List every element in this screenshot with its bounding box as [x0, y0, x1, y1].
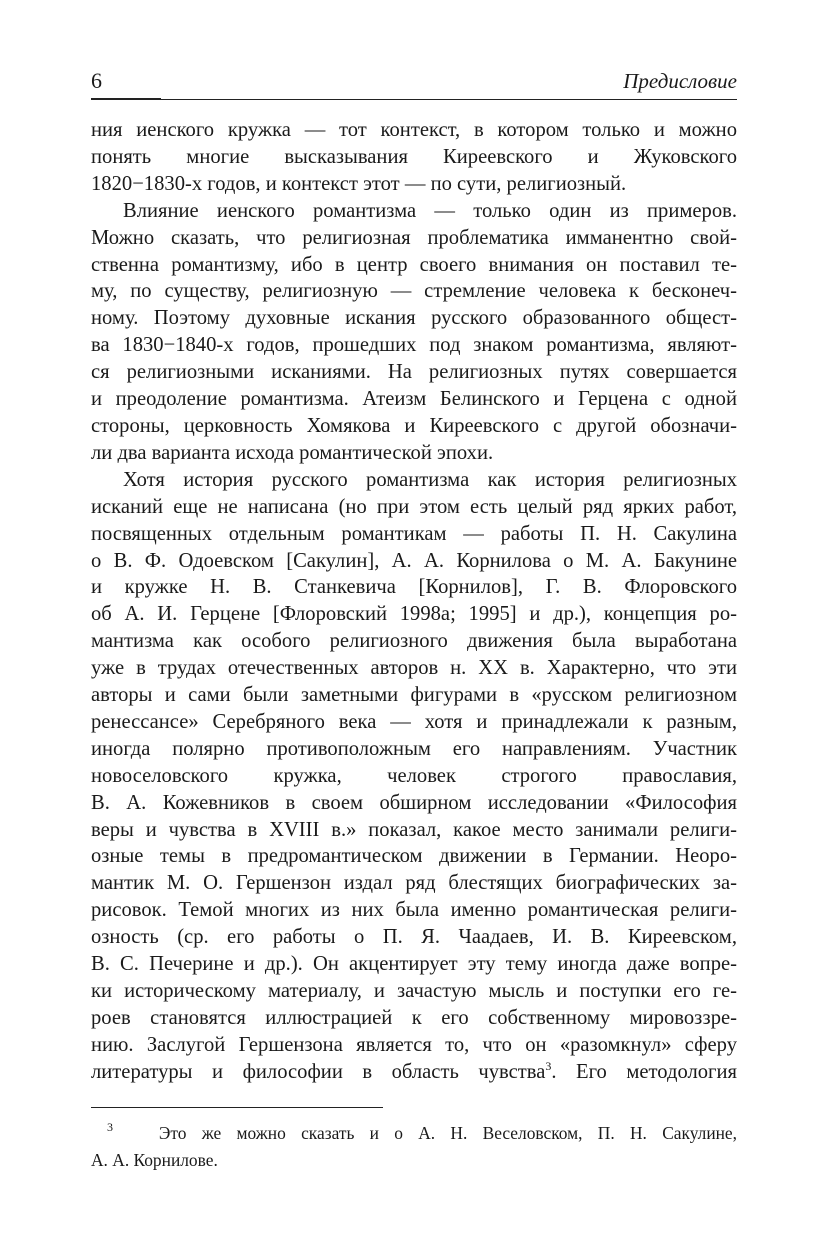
text-line: ся религиозными исканиями. На религиозных путях совершается — [91, 361, 737, 384]
text-line: стороны, церковность Хомякова и Киреевского с другой обозначи- — [91, 414, 737, 437]
text-line: и преодоление романтизма. Атеизм Белинского и Герцена с одной — [91, 388, 737, 411]
footnote — [91, 1120, 737, 1174]
text-line: В. С. Печерине и др.). Он акцентирует эту тему иногда даже вопре- — [91, 953, 737, 976]
header-rule — [91, 99, 737, 100]
running-title: Предисловие — [623, 69, 737, 93]
text-line: ному. Поэтому духовные искания русского образованного общест- — [91, 307, 737, 330]
text-line-last — [91, 1059, 737, 1086]
paragraph-2 — [91, 198, 737, 467]
text-line: ренессансе» Серебряного века — хотя и принадлежали к разным, — [91, 710, 737, 733]
text-line: авторы и сами были заметными фигурами в «русском религиозном — [91, 684, 737, 707]
text-line: ва 1830−1840-х годов, прошедших под знаком романтизма, являют- — [91, 334, 737, 357]
footnote-reference[interactable]: 3 — [545, 1058, 552, 1073]
text-line: В. А. Кожевников в своем обширном исследовании «Философия — [91, 791, 737, 814]
text-line: ли два варианта исхода романтической эпохи. — [91, 441, 494, 464]
text-line: озные темы в предромантическом движении в Германии. Неоро- — [91, 845, 737, 868]
footnote-line — [91, 1120, 737, 1147]
page-number: 6 — [91, 68, 102, 93]
body-text — [91, 117, 737, 1086]
text-segment: . Его методология — [551, 1060, 737, 1083]
text-line: иногда полярно противоположным его направлениям. Участник — [91, 737, 737, 760]
paragraph-3 — [91, 467, 737, 1086]
text-line: мантик М. О. Гершензон издал ряд блестящих биографических за- — [91, 872, 737, 895]
text-line: роев становятся иллюстрацией к его собственному мировоззре- — [91, 1006, 737, 1029]
text-line: рисовок. Темой многих из них была именно романтическая религи- — [91, 899, 737, 922]
text-line: му, по существу, религиозную — стремление человека к бесконеч- — [91, 280, 737, 303]
text-line: Влияние иенского романтизма — только один из примеров. — [123, 199, 737, 222]
text-line: ния иенского кружка — тот контекст, в котором только и можно — [91, 119, 737, 141]
text-line: веры и чувства в XVIII в.» показал, какое место занимали религи- — [91, 818, 737, 841]
footnote-marker: 3 — [107, 1120, 113, 1134]
text-line: и кружке Н. В. Станкевича [Корнилов], Г. В. Флоровского — [91, 576, 737, 599]
footnote-line: А. А. Корнилове. — [91, 1150, 218, 1170]
text-segment: литературы и философии в область чувства — [91, 1060, 546, 1083]
text-line: уже в трудах отечественных авторов н. XX в. Характерно, что эти — [91, 657, 737, 680]
text-line: Хотя история русского романтизма как история религиозных — [123, 468, 737, 491]
text-line: посвященных отдельным романтикам — работы П. Н. Сакулина — [91, 522, 737, 545]
text-line: исканий еще не написана (но при этом есть целый ряд ярких работ, — [91, 495, 737, 518]
text-line: мантизма как особого религиозного движения была выработана — [91, 630, 737, 653]
text-line: понять многие высказывания Киреевского и Жуковского — [91, 145, 737, 168]
text-line: 1820−1830-х годов, и контекст этот — по сути, религиозный. — [91, 172, 627, 195]
text-line: озность (ср. его работы о П. Я. Чаадаев, И. В. Киреевском, — [91, 926, 737, 949]
footnote-rule — [91, 1107, 383, 1108]
text-line: Можно сказать, что религиозная проблематика имманентно свой- — [91, 226, 737, 249]
text-line: нию. Заслугой Гершензона является то, что он «разомкнул» сферу — [91, 1033, 737, 1056]
text-line: новоселовского кружка, человек строгого православия, — [91, 764, 737, 787]
text-line: о В. Ф. Одоевском [Сакулин], А. А. Корнилова о М. А. Бакунине — [91, 549, 737, 572]
text-line: ственна романтизму, ибо в центр своего внимания он поставил те- — [91, 253, 737, 276]
text-line: ки историческому материалу, и зачастую мысль и поступки его ге- — [91, 980, 737, 1002]
paragraph-1 — [91, 117, 737, 198]
header-rule-accent — [91, 98, 161, 100]
text-line: об А. И. Герцене [Флоровский 1998a; 1995] и др.), концепция ро- — [91, 603, 737, 626]
footnote-text: Это же можно сказать и о А. Н. Веселовском, П. Н. Сакулине, — [158, 1123, 738, 1143]
